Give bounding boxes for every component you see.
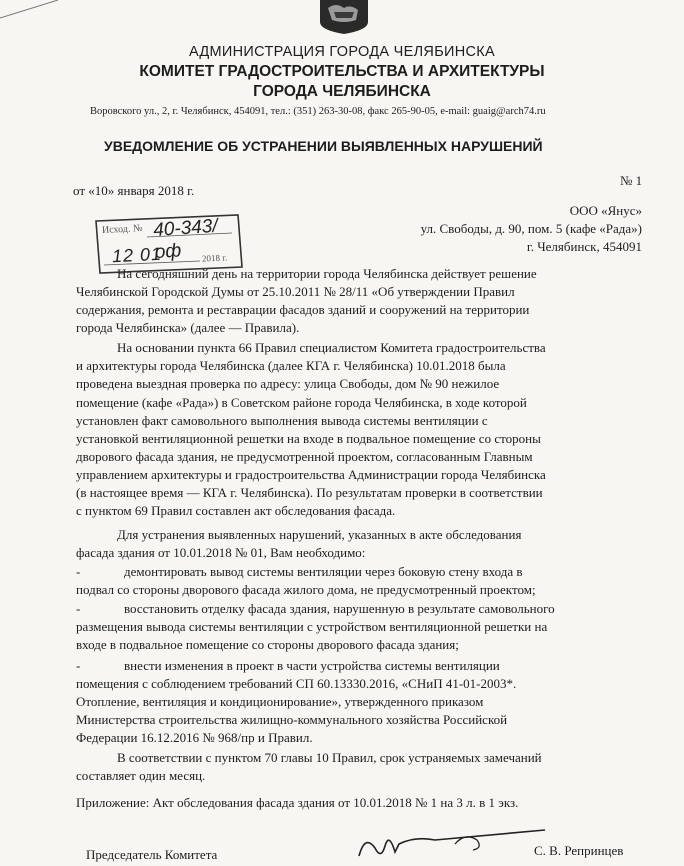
body-line: входе в подвальное помещение со стороны дворового фасада здания;: [76, 637, 459, 652]
body-line: Отопление, вентиляция и кондиционирование», утвержденного приказом: [76, 694, 484, 709]
body-line: Челябинской Городской Думы от 25.10.2011 № 28/11 «Об утверждении Правил: [76, 284, 515, 299]
document-number: № 1: [620, 173, 643, 188]
body-line: (в настоящее время — КГА г. Челябинска). По результатам проверки в соответствии: [76, 485, 543, 500]
signature-handwritten: [355, 826, 555, 866]
signatory-title: Председатель Комитета: [86, 847, 218, 862]
bullet-mark: -: [76, 658, 81, 673]
bullet-mark: -: [76, 601, 81, 616]
body-line: размещения вывода системы вентиляции с устройством вентиляционной решетки на: [76, 619, 548, 634]
letterhead-address: Воровского ул., 2, г. Челябинск, 454091, тел.: (351) 263-30-08, факс 265-90-05, e-mail: guaig@arch74.ru: [90, 106, 546, 117]
body-line: и архитектуры города Челябинска (далее КГА г. Челябинска) 10.01.2018 была: [76, 358, 506, 373]
recipient-city: г. Челябинск, 454091: [526, 239, 642, 254]
body-line: демонтировать вывод системы вентиляции через боковую стену входа в: [124, 564, 523, 579]
body-line: внести изменения в проект в части устройства системы вентиляции: [124, 658, 500, 673]
body-line: фасада здания от 10.01.2018 № 01, Вам необходимо:: [76, 545, 366, 560]
recipient-street: ул. Свободы, д. 90, пом. 5 (кафе «Рада»): [420, 221, 642, 236]
body-line: В соответствии с пунктом 70 главы 10 Правил, срок устраняемых замечаний: [117, 750, 542, 765]
body-line: Федерации 16.12.2016 № 968/пр и Правил.: [76, 730, 313, 745]
body-line: помещения с соблюдением требований СП 60.13330.2016, «СНиП 41-01-2003*.: [76, 676, 517, 691]
body-line: Для устранения выявленных нарушений, указанных в акте обследования: [117, 527, 522, 542]
city-emblem-icon: [318, 0, 370, 34]
body-line: составляет один месяц.: [76, 768, 206, 783]
body-line: проведена выездная проверка по адресу: улица Свободы, дом № 90 нежилое: [76, 376, 500, 391]
body-line: установлен факт самовольного выполнения вывода системы вентиляции с: [76, 413, 488, 428]
body-line: подвал со стороны дворового фасада жилого дома, не предусмотренный проектом;: [76, 582, 536, 597]
signatory-name: С. В. Репринцев: [534, 843, 624, 858]
appendix-line: Приложение: Акт обследования фасада здания от 10.01.2018 № 1 на 3 л. в 1 экз.: [76, 795, 519, 810]
body-line: помещение (кафе «Рада») в Советском районе города Челябинска, в ходе которой: [76, 395, 527, 410]
body-line: дворового фасада здания, не предусмотренной проектом, согласованным Главным: [76, 449, 533, 464]
body-line: с пунктом 69 Правил составлен акт обследования фасада.: [76, 503, 396, 518]
body-line: города Челябинска» (далее — Правила).: [76, 320, 300, 335]
letterhead-administration: АДМИНИСТРАЦИЯ ГОРОДА ЧЕЛЯБИНСКА: [188, 44, 495, 60]
body-line: Министерства строительства жилищно-коммунального хозяйства Российской: [76, 712, 508, 727]
stamp-handwritten-number: 40-343/оф: [152, 215, 219, 264]
letterhead-committee: КОМИТЕТ ГРАДОСТРОИТЕЛЬСТВА И АРХИТЕКТУРЫ: [139, 63, 545, 80]
body-line: управлением архитектуры и градостроительства Администрации города Челябинска: [76, 467, 546, 482]
body-line: На основании пункта 66 Правил специалистом Комитета градостроительства: [117, 340, 546, 355]
stamp-handwritten-date: 12 01: [111, 243, 163, 267]
scan-corner-line: [0, 0, 60, 20]
stamp-label: Исход. №: [101, 222, 143, 237]
bullet-mark: -: [76, 564, 81, 579]
body-line: На сегодняшний день на территории города Челябинска действует решение: [117, 266, 537, 281]
body-line: установкой вентиляционной решетки на входе в подвальное помещение со стороны: [76, 431, 541, 446]
document-date: от «10» января 2018 г.: [73, 183, 195, 198]
recipient-company: ООО «Янус»: [569, 203, 642, 218]
stamp-year: 2018 г.: [201, 252, 228, 264]
body-line: содержания, ремонта и реставрации фасадов зданий и сооружений на территории: [76, 302, 530, 317]
body-line: восстановить отделку фасада здания, нарушенную в результате самовольного: [124, 601, 555, 616]
letterhead-city: ГОРОДА ЧЕЛЯБИНСКА: [253, 83, 431, 100]
document-title: УВЕДОМЛЕНИЕ ОБ УСТРАНЕНИИ ВЫЯВЛЕННЫХ НАРУШЕНИЙ: [104, 138, 543, 154]
